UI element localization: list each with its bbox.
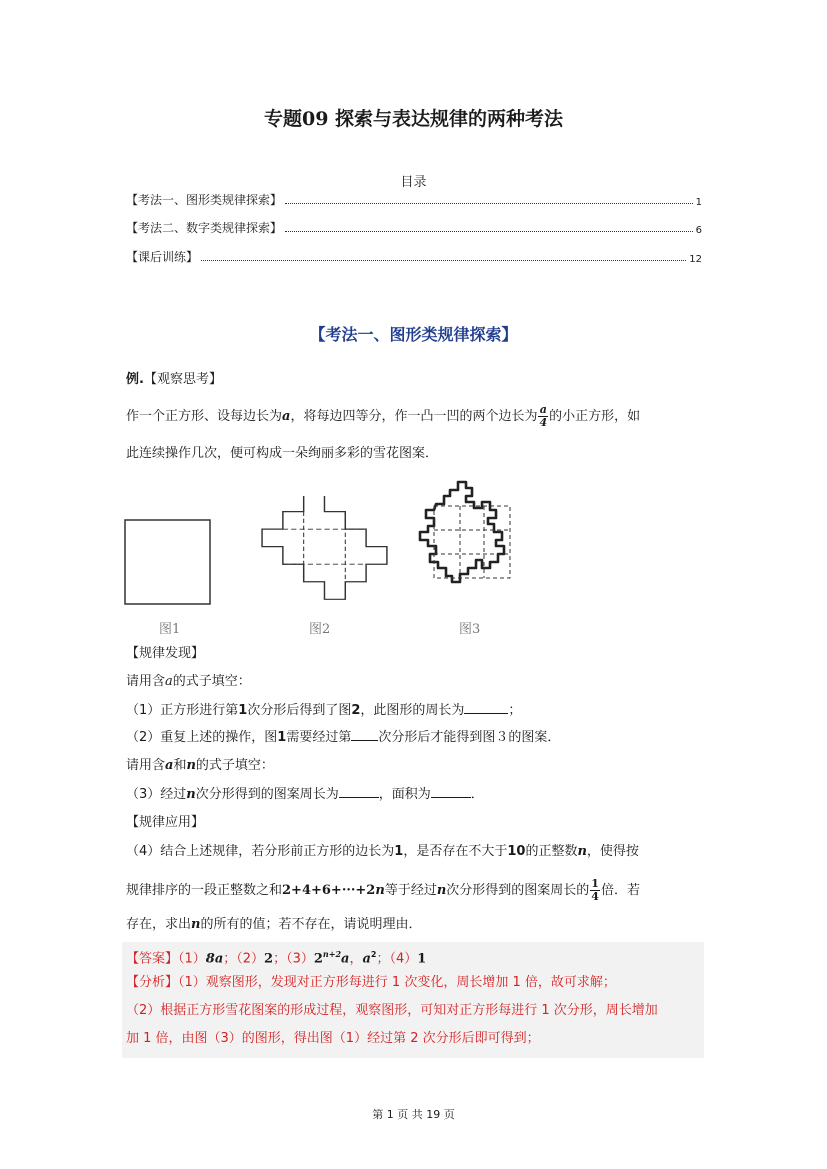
toc-item-label: 【考法二、数字类规律探索】: [126, 221, 283, 235]
fill-with-a-n-instruction: 请用含a和n的式子填空：: [126, 758, 274, 773]
question-1: （1）正方形进行第1次分形后得到了图2，此图形的周长为 ；: [126, 703, 522, 718]
toc-item-label: 【课后训练】: [126, 250, 199, 264]
answer-line: 【答案】（1）8a；（2）2；$(3)2^{n+2}a$，$a^2$；（4）1: [126, 949, 427, 967]
toc-item-label: 【考法一、图形类规律探索】: [126, 193, 283, 207]
figure-3-fractal: [406, 474, 538, 604]
page-footer: 第 1 页 共 19 页: [372, 1108, 455, 1121]
question-4-line2: 规律排序的一段正整数之和2+4+6+···+2n等于经过n次分形得到的图案周长的 $\frac{1}{4}$ 倍．若: [126, 877, 640, 903]
toc-item[interactable]: [126, 216, 702, 236]
figure-2-caption: 图2: [309, 622, 331, 637]
toc-item-page: 6: [695, 225, 702, 236]
analysis-line1: 【分析】（1）观察图形，发现对正方形每进行 1 次变化，周长增加 1 倍，故可求解；: [126, 975, 616, 990]
question-3: （3）经过n次分形得到的图案周长为 ，面积为 ．: [126, 787, 484, 802]
toc-leader: [285, 203, 693, 204]
toc-item[interactable]: [126, 245, 702, 265]
problem-intro-line1: 作一个正方形、设每边长为a，将每边四等分，作一凸一凹的两个边长为 $\frac{a}{4}$ 的小正方形，如: [126, 403, 641, 429]
toc-leader: [285, 231, 693, 232]
rule-application-heading: 【规律应用】: [126, 815, 205, 830]
figure-1-square: [124, 519, 212, 607]
toc-item-page: 12: [689, 254, 702, 265]
problem-intro-line2: 此连续操作几次，便可构成一朵绚丽多彩的雪花图案．: [126, 446, 439, 461]
question-4-line3: 存在，求出n的所有的值；若不存在，请说明理由．: [126, 917, 422, 932]
toc-item-page: 1: [695, 197, 702, 208]
toc-item[interactable]: [126, 188, 702, 208]
question-4-line1: （4）结合上述规律，若分形前正方形的边长为1，是否存在不大于10的正整数n，使得按: [126, 844, 639, 859]
fraction-1-over-4: $\frac{1}{4}$: [591, 877, 599, 903]
figure-2-fractal: [259, 496, 389, 602]
fill-with-a-instruction: 请用含a的式子填空：: [126, 674, 251, 689]
question-2: （2）重复上述的操作，图1需要经过第 次分形后才能得到图３的图案．: [126, 730, 561, 745]
example-label: 例.【观察思考】: [126, 372, 222, 387]
page-title: 专题09 探索与表达规律的两种考法: [263, 108, 564, 130]
toc-leader: [201, 260, 686, 261]
answer-blank-1: [464, 701, 508, 714]
section-heading: 【考法一、图形类规律探索】: [309, 325, 518, 344]
rule-discovery-heading: 【规律发现】: [126, 646, 205, 661]
answer-blank-3b: [431, 785, 471, 798]
analysis-line3: 加 1 倍，由图（3）的图形，得出图（1）经过第 2 次分形后即可得到；: [126, 1031, 540, 1046]
fraction-a-over-4: $\frac{a}{4}$: [539, 403, 548, 429]
answer-blank-3a: [339, 785, 379, 798]
analysis-line2: （2）根据正方形雪花图案的形成过程，观察图形，可知对正方形每进行 1 次分形，周长增加: [126, 1003, 658, 1018]
figure-3-caption: 图3: [459, 622, 481, 637]
toc-heading: 目录: [400, 175, 427, 190]
answer-blank-2: [351, 728, 378, 741]
figure-1-caption: 图1: [159, 622, 181, 637]
